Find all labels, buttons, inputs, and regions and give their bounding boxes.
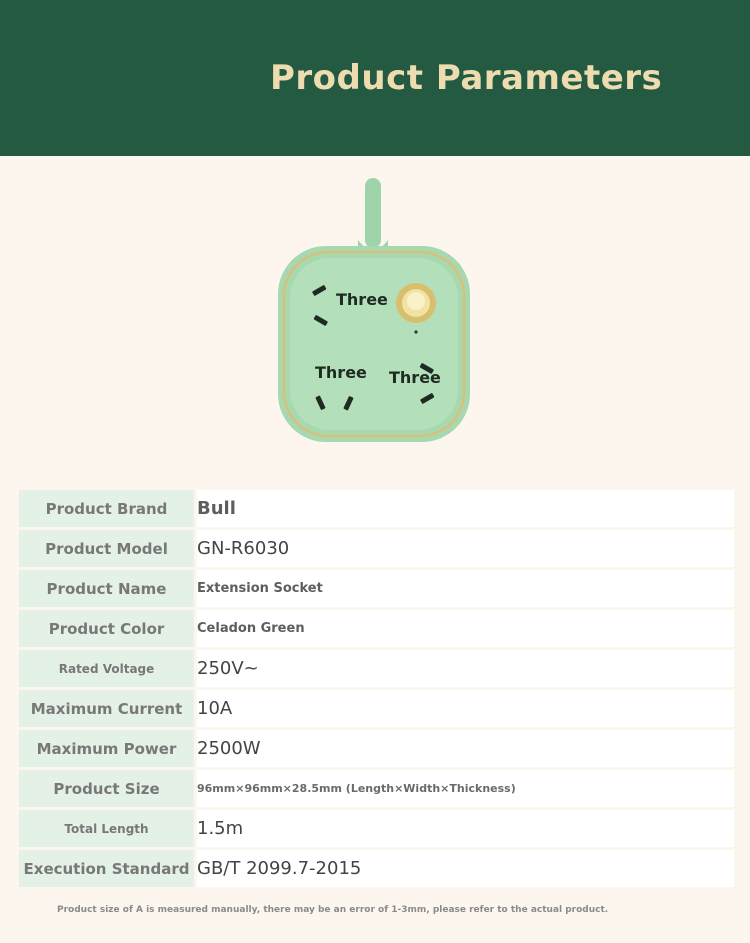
param-value: 250V~ — [197, 650, 734, 687]
param-label: Product Model — [19, 530, 194, 567]
param-value: 2500W — [197, 730, 734, 767]
socket-label-left: Three — [315, 363, 367, 382]
indicator-light — [414, 330, 417, 333]
param-label: Maximum Current — [19, 690, 194, 727]
table-row — [19, 770, 734, 807]
footnote: Product size of A is measured manually, there may be an error of 1-3mm, please refer to the actual product. — [57, 905, 609, 915]
param-value: GB/T 2099.7-2015 — [197, 850, 734, 887]
param-value: GN-R6030 — [197, 530, 734, 567]
table-row — [19, 530, 734, 567]
table-row — [19, 850, 734, 887]
power-strip-illustration — [270, 170, 480, 450]
product-image — [270, 170, 480, 450]
header-banner — [0, 0, 750, 156]
param-label: Maximum Power — [19, 730, 194, 767]
param-value: Extension Socket — [197, 570, 734, 607]
table-row — [19, 650, 734, 687]
table-row — [19, 570, 734, 607]
socket-label-top: Three — [336, 290, 388, 309]
page-title: Product Parameters — [270, 58, 663, 98]
param-label: Execution Standard — [19, 850, 194, 887]
param-value: 1.5m — [197, 810, 734, 847]
socket-label-right: Three — [389, 368, 441, 387]
table-row — [19, 730, 734, 767]
param-label: Product Name — [19, 570, 194, 607]
param-value: 10A — [197, 690, 734, 727]
param-label: Rated Voltage — [19, 650, 194, 687]
parameter-table — [19, 487, 734, 890]
table-row — [19, 610, 734, 647]
param-value: Celadon Green — [197, 610, 734, 647]
param-label: Product Brand — [19, 490, 194, 527]
param-value: 96mm×96mm×28.5mm (Length×Width×Thickness) — [197, 770, 734, 807]
table-row — [19, 690, 734, 727]
param-label: Product Color — [19, 610, 194, 647]
param-value: Bull — [197, 490, 734, 527]
table-row — [19, 810, 734, 847]
table-row — [19, 490, 734, 527]
power-cord — [365, 178, 381, 248]
param-label: Total Length — [19, 810, 194, 847]
param-label: Product Size — [19, 770, 194, 807]
